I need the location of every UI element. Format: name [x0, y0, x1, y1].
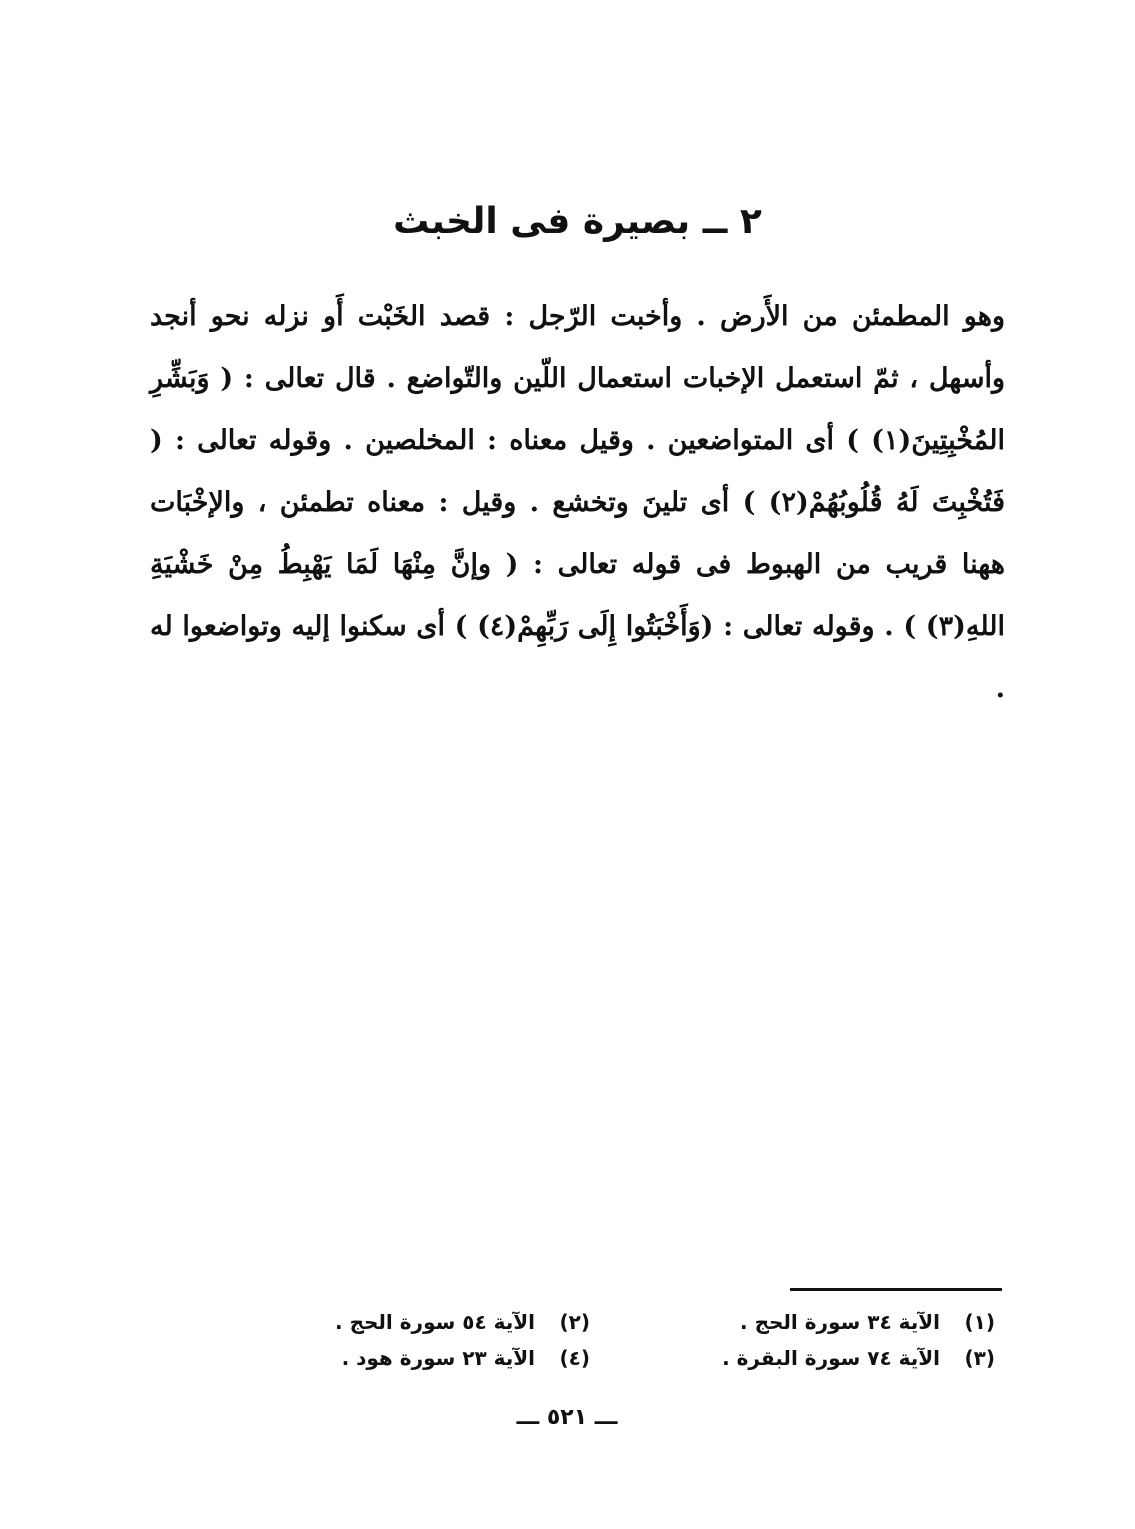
- section-title: ٢ ــ بصيرة فى الخبث: [393, 201, 762, 242]
- footnote-text: الآية ٢٣ سورة هود .: [341, 1346, 536, 1370]
- page-number: ـــ ٥٢١ ـــ: [516, 1405, 618, 1430]
- footnote-number: (٤): [559, 1346, 590, 1370]
- footnotes: [260, 1304, 995, 1376]
- footnote-row: [260, 1340, 995, 1376]
- body-paragraph: وهو المطمئن من الأَرض . وأخبت الرّجل : قصد الخَبْت أَو نزله نحو أنجد وأسهل ، ثمّ استعمل الإخبات استعمال اللّين والتّواضع . قال تعالى : ( وَبَشِّرِ المُخْبِتِينَ(١) ) أى المتواضعين . وقيل معناه : المخلصين . وقوله تعالى : ( فَتُخْبِتَ لَهُ قُلُوبُهُمْ(٢) ) أى تلينَ وتخشع . وقيل : معناه تطمئن ، والإخْبَات ههنا قريب من الهبوط فى قوله تعالى : ( وإنَّ مِنْهَا لَمَا يَهْبِطُ مِنْ خَشْيَةِ اللهِ(٣) ) . وقوله تعالى : (وَأَخْبَتُوا إِلَى رَبِّهِمْ(٤) ) أى سكنوا إليه وتواضعوا له .: [150, 301, 1005, 704]
- footnote-number: (٢): [559, 1310, 590, 1334]
- footnote-number: (٣): [964, 1346, 995, 1370]
- footnote-divider: [790, 1288, 1002, 1291]
- body-text: [150, 286, 1005, 720]
- footnote-text: الآية ٣٤ سورة الحج .: [740, 1310, 941, 1334]
- footnote-text: الآية ٥٤ سورة الحج .: [335, 1310, 536, 1334]
- footnote-number: (١): [964, 1310, 995, 1334]
- footnote-2: [260, 1304, 590, 1340]
- footnote-text: الآية ٧٤ سورة البقرة .: [722, 1346, 941, 1370]
- footnote-4: [260, 1340, 590, 1376]
- footnote-row: [260, 1304, 995, 1340]
- footnote-1: [665, 1304, 995, 1340]
- footnote-3: [665, 1340, 995, 1376]
